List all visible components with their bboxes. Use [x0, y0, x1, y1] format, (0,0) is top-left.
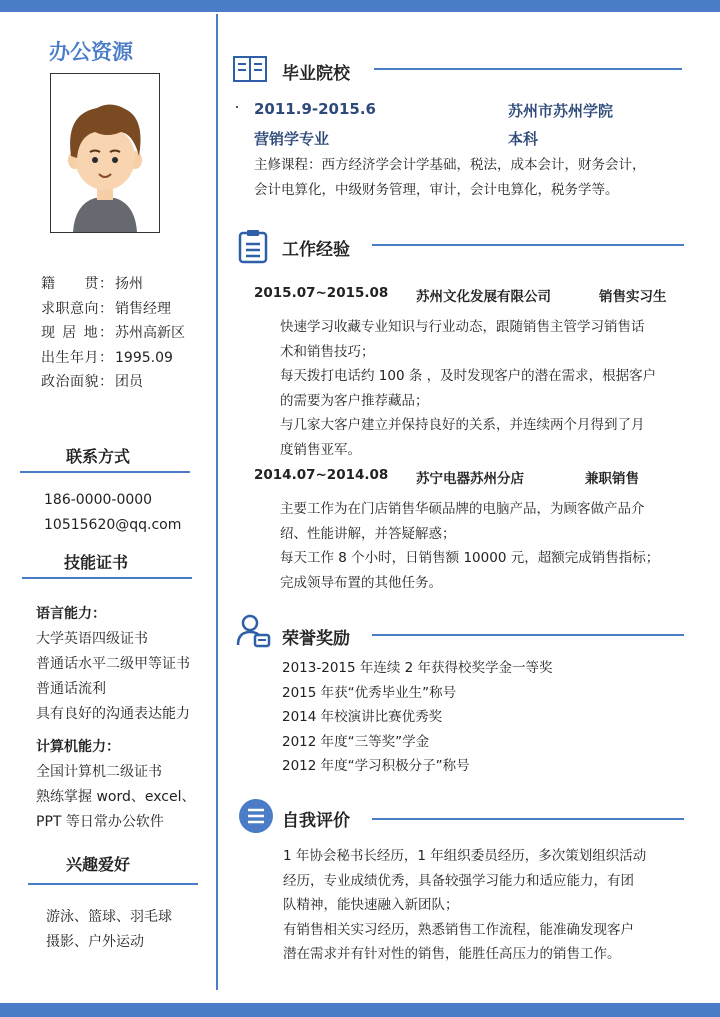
honors-rule [372, 634, 684, 636]
job-company: 苏宁电器苏州分店 [416, 471, 524, 487]
list-circle-icon [238, 798, 274, 834]
list-item: 摄影、户外运动 [46, 934, 144, 950]
job-period: 2015.07~2015.08 [254, 285, 389, 301]
info-row-objective: 求职意向： 销售经理 [41, 300, 171, 317]
email-address: 10515620@qq.com [44, 517, 182, 533]
list-item: 大学英语四级证书 [36, 631, 148, 647]
work-rule [372, 244, 684, 246]
education-courses: 主修课程：西方经济学会计学基础，税法，成本会计，财务会计， 会计电算化，中级财务管理，审计，会计电算化，税务学等。 [254, 157, 646, 198]
education-heading: 毕业院校 [282, 64, 350, 84]
honors-list [282, 656, 553, 779]
list-item: 熟练掌握 word、excel、 [36, 789, 196, 805]
clipboard-icon [235, 228, 271, 264]
list-item: 全国计算机二级证书 [36, 764, 162, 780]
list-item: 游泳、篮球、羽毛球 [46, 909, 172, 925]
candidate-name: 办公资源 [49, 40, 133, 64]
contact-rule [20, 471, 190, 473]
list-item: PPT 等日常办公软件 [36, 814, 164, 830]
self-eval-text: 1 年协会秘书长经历，1 年组织委员经历，多次策划组织活动 经历，专业成绩优秀，具备较强学习能力和适应能力，有团 队精神，能快速融入新团队； 有销售相关实习经历，熟悉销售工作流程，能准确发现客户 潜在需求并有针对性的销售，能胜任高压力的销售工作。 [283, 848, 647, 962]
list-item: 2013-2015 年连续 2 年获得校奖学金一等奖 [282, 660, 553, 676]
list-item: 2014 年校演讲比赛优秀奖 [282, 709, 443, 725]
personal-info [41, 272, 185, 395]
info-row-birth: 出生年月： 1995.09 [41, 349, 173, 366]
list-item: 2012 年度“学习积极分子”称号 [282, 758, 470, 774]
education-degree: 本科 [508, 130, 539, 148]
education-school: 苏州市苏州学院 [508, 102, 614, 120]
job-company: 苏州文化发展有限公司 [416, 289, 551, 305]
info-row-political: 政治面貌： 团员 [41, 374, 143, 390]
self-eval-heading: 自我评价 [282, 811, 350, 831]
job-position: 销售实习生 [599, 289, 667, 305]
info-row-hometown: 籍 贯： 扬州 [41, 276, 143, 292]
top-accent-bar [0, 0, 720, 12]
contact-heading: 联系方式 [66, 447, 131, 466]
job-description: 主要工作为在门店销售华硕品牌的电脑产品，为顾客做产品介 绍、性能讲解，并答疑解惑； 每天工作 8 个小时，日销售额 10000 元，超额完成销售指标； 完成领导布置的其他任务。 [280, 501, 660, 591]
job-period: 2014.07~2014.08 [254, 467, 389, 483]
list-item: 具有良好的沟通表达能力 [36, 706, 190, 722]
info-row-residence: 现 居 地： 苏州高新区 [41, 325, 185, 341]
skills-heading: 技能证书 [64, 553, 129, 572]
hobby-rule [28, 883, 198, 885]
avatar [50, 73, 160, 233]
hobby-heading: 兴趣爱好 [66, 855, 131, 874]
job-position: 兼职销售 [585, 471, 639, 487]
person-card-icon [236, 612, 272, 648]
book-icon [232, 52, 268, 88]
hobby-block [46, 905, 172, 955]
computer-title: 计算机能力： [36, 739, 120, 755]
list-item: 普通话水平二级甲等证书 [36, 656, 190, 672]
skills-rule [22, 577, 192, 579]
list-item: 2015 年获“优秀毕业生”称号 [282, 684, 457, 701]
education-major: 营销学专业 [254, 130, 330, 148]
column-divider [216, 14, 218, 990]
list-item: 普通话流利 [36, 681, 106, 697]
phone-number: 186-0000-0000 [44, 492, 153, 508]
job-description: 快速学习收藏专业知识与行业动态，跟随销售主管学习销售话 术和销售技巧； 每天拨打电话约 100 条 ，及时发现客户的潜在需求，根据客户 的需要为客户推荐藏品； 与几家大客户建立并保持良好的关系，并连续两个月得到了月 度销售亚军。 [280, 319, 657, 458]
contact-block [44, 488, 181, 538]
education-rule [374, 68, 682, 70]
education-period: 2011.9-2015.6 [254, 100, 376, 118]
bullet-dot [236, 106, 238, 108]
work-heading: 工作经验 [282, 240, 350, 260]
self-eval-rule [372, 818, 684, 820]
skills-block [36, 602, 195, 835]
honors-heading: 荣誉奖励 [282, 629, 350, 649]
bottom-accent-bar [0, 1003, 720, 1017]
list-item: 2012 年度“三等奖”学金 [282, 733, 430, 750]
language-title: 语言能力： [36, 606, 106, 622]
